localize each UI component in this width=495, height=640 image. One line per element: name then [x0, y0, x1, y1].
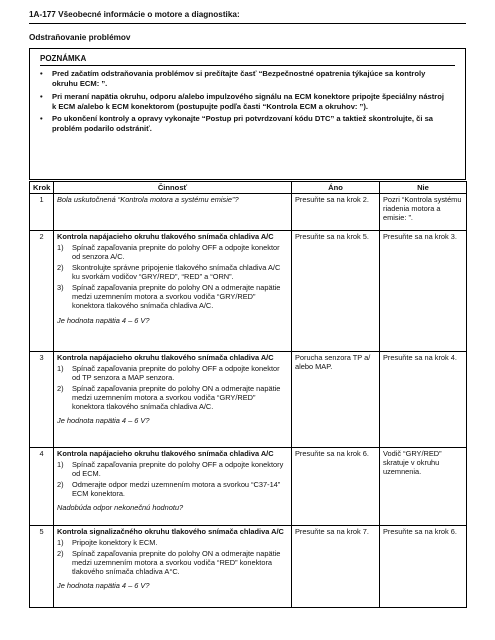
- substep: [57, 480, 288, 498]
- bullet-icon: •: [40, 114, 43, 124]
- substep-number: 1): [57, 364, 64, 374]
- substep-number: 1): [57, 538, 64, 548]
- step-yes: Presuňte sa na krok 6.: [292, 448, 380, 526]
- table-row: [30, 352, 467, 448]
- substep: [57, 243, 288, 261]
- column-header-yes: Áno: [292, 182, 380, 194]
- note-item-text: Po ukončení kontroly a opravy vykonajte “Postup pri potvrdzovaní kódu DTC” a taktiež skontrolujte, či sa problém podarilo odstrániť.: [52, 114, 434, 134]
- step-action: [54, 526, 292, 608]
- substep: [57, 283, 288, 310]
- step-yes: Presuňte sa na krok 5.: [292, 231, 380, 352]
- step-number: 1: [30, 194, 54, 231]
- step-action: [54, 352, 292, 448]
- substep-text: Spínač zapaľovania prepnite do polohy OFF a odpojte konektory od ECM.: [72, 460, 284, 479]
- note-heading: POZNÁMKA: [40, 54, 87, 63]
- note-item: [40, 114, 450, 134]
- column-header-step: Krok: [30, 182, 54, 194]
- note-item-text: Pred začatím odstraňovania problémov si prečítajte časť “Bezpečnostné opatrenia týkajúce sa kontroly okruhu ECM: ”.: [52, 69, 426, 88]
- step-question: Je hodnota napätia 4 – 6 V?: [57, 581, 150, 591]
- step-question: Bola uskutočnená “Kontrola motora a systému emisie”?: [57, 195, 239, 205]
- substep: [57, 538, 288, 547]
- troubleshooting-table: [29, 181, 467, 608]
- substep-number: 2): [57, 384, 64, 394]
- note-item-text: Pri meraní napätia okruhu, odporu a/alebo impulzového signálu na ECM konektore pripojte špeciálny nástroj k ECM a/alebo k ECM konektorom (postupujte podľa časti “Kontrola ECM a okruhov: ”).: [52, 91, 444, 111]
- step-number: 4: [30, 448, 54, 526]
- step-title: Kontrola signalizačného okruhu tlakového snímača chladiva A/C: [57, 527, 284, 537]
- table-row: [30, 448, 467, 526]
- substep-number: 1): [57, 460, 64, 470]
- step-title: Kontrola napájacieho okruhu tlakového snímača chladiva A/C: [57, 353, 274, 363]
- step-no: Pozri “Kontrola systému riadenia motora a emisie: ”.: [380, 194, 467, 231]
- substep-number: 2): [57, 549, 64, 559]
- step-number: 3: [30, 352, 54, 448]
- substep: [57, 364, 288, 382]
- step-yes: Presuňte sa na krok 2.: [292, 194, 380, 231]
- step-no: Vodič “GRY/RED” skratuje v okruhu uzemnenia.: [380, 448, 467, 526]
- substep-text: Spínač zapaľovania prepnite do polohy ON a odmerajte napätie medzi uzemnením motora a svorkou vodiča “GRY/RED” konektora tlakového snímača chladiva A/C.: [72, 283, 281, 311]
- note-item: [40, 92, 450, 112]
- substep-text: Spínač zapaľovania prepnite do polohy OFF a odpojte konektor od senzora A/C.: [72, 243, 280, 262]
- note-box: [29, 48, 466, 180]
- substep-number: 2): [57, 263, 64, 273]
- bullet-icon: •: [40, 91, 43, 101]
- substep-text: Spínač zapaľovania prepnite do polohy ON a odmerajte napätie medzi uzemnením motora a svorkou vodiča “RED” konektora tlakového snímača chladiva A°C.: [72, 549, 281, 577]
- substep: [57, 263, 288, 281]
- header-divider: [29, 23, 466, 24]
- bullet-icon: •: [40, 69, 43, 78]
- column-header-no: Nie: [380, 182, 467, 194]
- step-title: Kontrola napájacieho okruhu tlakového snímača chladiva A/C: [57, 449, 274, 459]
- column-header-action: Činnosť: [54, 182, 292, 194]
- step-action: [54, 194, 292, 231]
- step-question: Nadobúda odpor nekonečnú hodnotu?: [57, 503, 184, 513]
- table-row: [30, 231, 467, 352]
- substep-text: Skontrolujte správne pripojenie tlakového snímača chladiva A/C ku svorkám vodičov “GRY/RED”, “RED” a “ORN”.: [72, 263, 281, 282]
- step-no: Presuňte sa na krok 3.: [380, 231, 467, 352]
- step-no: Presuňte sa na krok 6.: [380, 526, 467, 608]
- substep-number: 2): [57, 480, 64, 490]
- substep-number: 3): [57, 283, 64, 293]
- step-number: 5: [30, 526, 54, 608]
- substep: [57, 384, 288, 411]
- note-item: [40, 69, 450, 89]
- substep-number: 1): [57, 243, 64, 253]
- step-question: Je hodnota napätia 4 – 6 V?: [57, 315, 150, 325]
- step-action: [54, 448, 292, 526]
- step-yes: Porucha senzora TP a/ alebo MAP.: [292, 352, 380, 448]
- step-title: Kontrola napájacieho okruhu tlakového snímača chladiva A/C: [57, 232, 274, 242]
- substep-text: Spínač zapaľovania prepnite do polohy OFF a odpojte konektor od TP senzora a MAP senzora.: [72, 364, 280, 383]
- section-title: Odstraňovanie problémov: [29, 33, 131, 42]
- step-action: [54, 231, 292, 352]
- note-list: [40, 69, 450, 137]
- substep-text: Pripojte konektory k ECM.: [72, 538, 158, 548]
- step-no: Presuňte sa na krok 4.: [380, 352, 467, 448]
- step-yes: Presuňte sa na krok 7.: [292, 526, 380, 608]
- table-header-row: [30, 182, 467, 194]
- table-row: [30, 526, 467, 608]
- page-header: 1A-177 Všeobecné informácie o motore a diagnostika:: [29, 10, 240, 19]
- note-divider: [40, 65, 455, 66]
- substep: [57, 460, 288, 478]
- substep: [57, 549, 288, 576]
- step-number: 2: [30, 231, 54, 352]
- step-question: Je hodnota napätia 4 – 6 V?: [57, 416, 150, 426]
- table-row: [30, 194, 467, 231]
- substep-text: Odmerajte odpor medzi uzemnením motora a svorkou “C37-14” ECM konektora.: [72, 480, 281, 499]
- substep-text: Spínač zapaľovania prepnite do polohy ON a odmerajte napätie medzi uzemnením motora a svorkou vodiča “GRY/RED” konektora tlakového snímača chladiva A/C.: [72, 384, 281, 412]
